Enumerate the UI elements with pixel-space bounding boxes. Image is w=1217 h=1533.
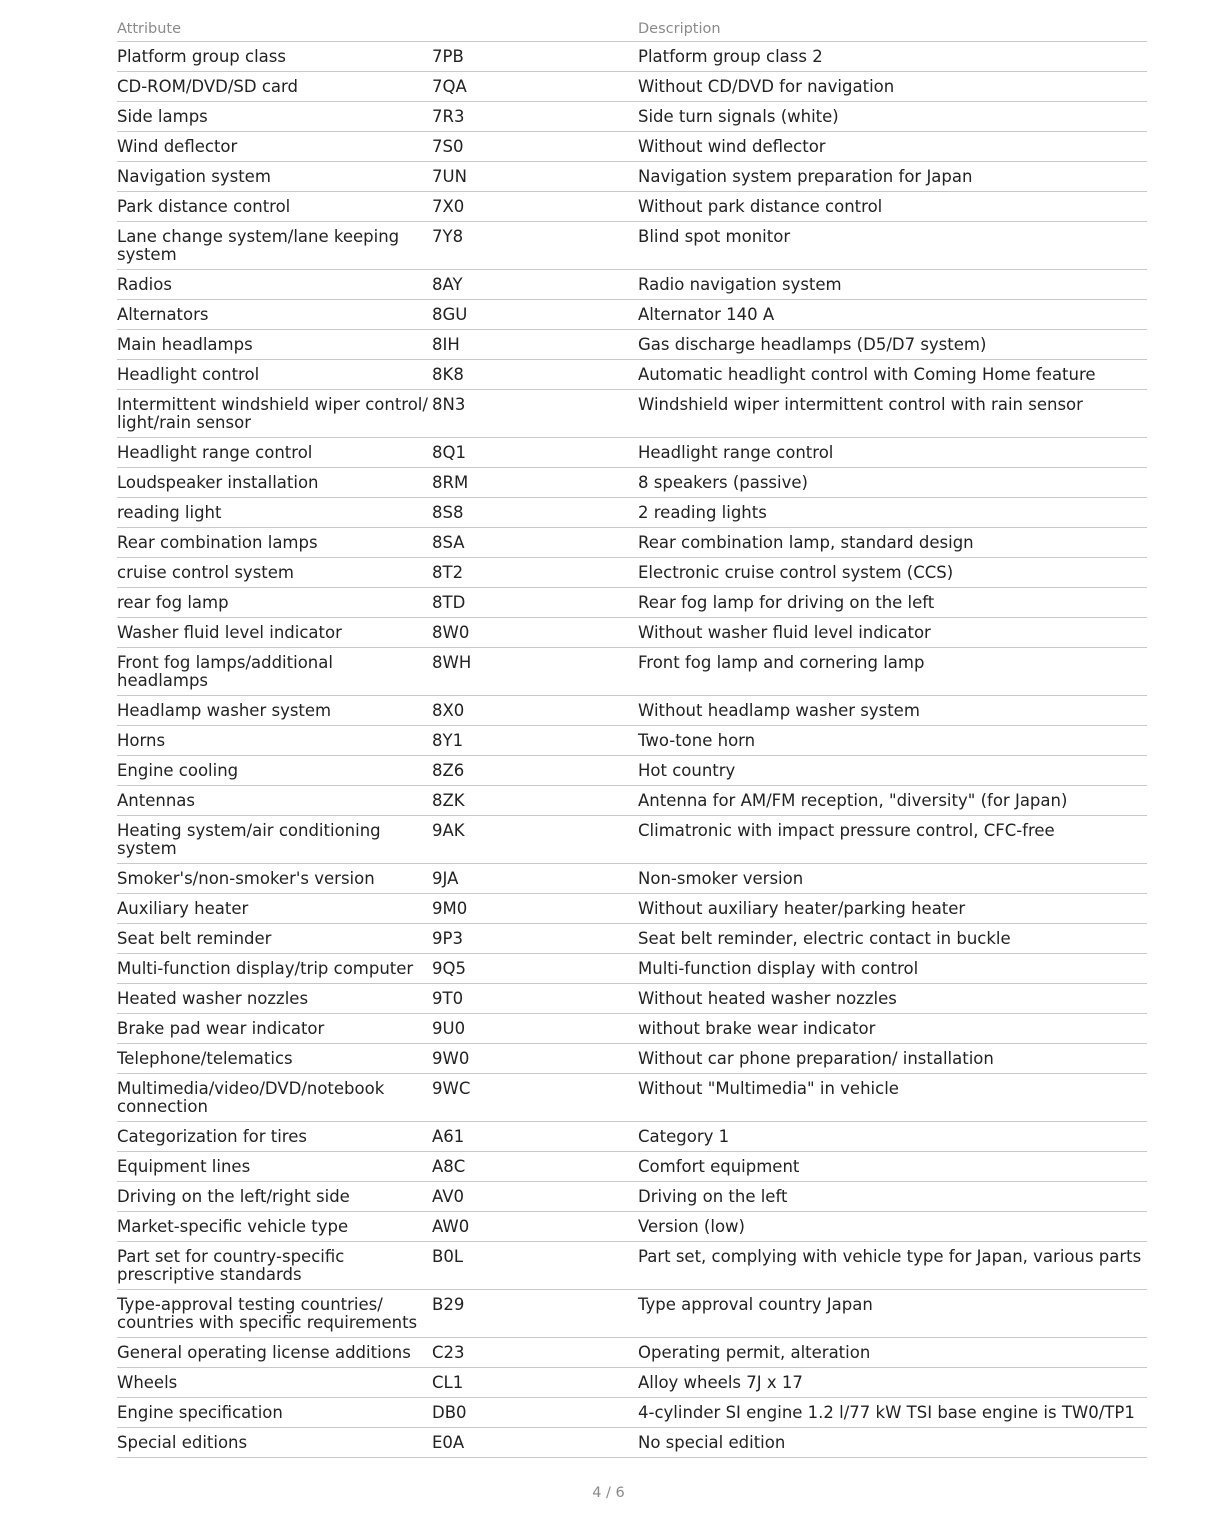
cell-code: 8WH bbox=[432, 648, 638, 696]
cell-code: 8SA bbox=[432, 528, 638, 558]
table-body bbox=[117, 42, 1147, 1458]
cell-code: 8K8 bbox=[432, 360, 638, 390]
table-row bbox=[117, 1152, 1147, 1182]
cell-attribute: Park distance control bbox=[117, 192, 432, 222]
cell-description: Automatic headlight control with Coming Home feature bbox=[638, 360, 1147, 390]
cell-code: CL1 bbox=[432, 1368, 638, 1398]
table-row bbox=[117, 1242, 1147, 1290]
cell-code: 9W0 bbox=[432, 1044, 638, 1074]
table-row bbox=[117, 1122, 1147, 1152]
cell-attribute: Rear combination lamps bbox=[117, 528, 432, 558]
cell-description: 8 speakers (passive) bbox=[638, 468, 1147, 498]
cell-attribute: Market-specific vehicle type bbox=[117, 1212, 432, 1242]
cell-attribute: Loudspeaker installation bbox=[117, 468, 432, 498]
cell-description: Rear fog lamp for driving on the left bbox=[638, 588, 1147, 618]
header-attribute: Attribute bbox=[117, 17, 432, 42]
cell-code: 9AK bbox=[432, 816, 638, 864]
cell-description: Navigation system preparation for Japan bbox=[638, 162, 1147, 192]
cell-description: Without wind deflector bbox=[638, 132, 1147, 162]
table-row bbox=[117, 360, 1147, 390]
cell-code: C23 bbox=[432, 1338, 638, 1368]
table-row bbox=[117, 1212, 1147, 1242]
cell-attribute: Equipment lines bbox=[117, 1152, 432, 1182]
table-row bbox=[117, 786, 1147, 816]
cell-code: 8AY bbox=[432, 270, 638, 300]
cell-code: DB0 bbox=[432, 1398, 638, 1428]
table-row bbox=[117, 984, 1147, 1014]
cell-attribute: Auxiliary heater bbox=[117, 894, 432, 924]
cell-code: A8C bbox=[432, 1152, 638, 1182]
table-row bbox=[117, 558, 1147, 588]
cell-description: Operating permit, alteration bbox=[638, 1338, 1147, 1368]
cell-attribute: rear fog lamp bbox=[117, 588, 432, 618]
table-row bbox=[117, 438, 1147, 468]
cell-attribute: Intermittent windshield wiper control/ light/rain sensor bbox=[117, 390, 432, 438]
table-row bbox=[117, 1074, 1147, 1122]
cell-attribute: Platform group class bbox=[117, 42, 432, 72]
cell-code: 8X0 bbox=[432, 696, 638, 726]
table-row bbox=[117, 1044, 1147, 1074]
cell-code: 8GU bbox=[432, 300, 638, 330]
cell-description: Headlight range control bbox=[638, 438, 1147, 468]
cell-code: 9U0 bbox=[432, 1014, 638, 1044]
cell-description: Without "Multimedia" in vehicle bbox=[638, 1074, 1147, 1122]
cell-code: 8RM bbox=[432, 468, 638, 498]
cell-description: Without CD/DVD for navigation bbox=[638, 72, 1147, 102]
cell-description: Platform group class 2 bbox=[638, 42, 1147, 72]
cell-description: Without washer fluid level indicator bbox=[638, 618, 1147, 648]
cell-description: Electronic cruise control system (CCS) bbox=[638, 558, 1147, 588]
equipment-table bbox=[117, 17, 1147, 1458]
cell-attribute: Headlight control bbox=[117, 360, 432, 390]
page-indicator: 4 / 6 bbox=[592, 1485, 625, 1501]
cell-attribute: Heated washer nozzles bbox=[117, 984, 432, 1014]
cell-description: Side turn signals (white) bbox=[638, 102, 1147, 132]
cell-attribute: Horns bbox=[117, 726, 432, 756]
cell-attribute: Engine cooling bbox=[117, 756, 432, 786]
cell-code: B0L bbox=[432, 1242, 638, 1290]
table-row bbox=[117, 618, 1147, 648]
table-row bbox=[117, 1338, 1147, 1368]
table-row bbox=[117, 894, 1147, 924]
table-row bbox=[117, 696, 1147, 726]
table-row bbox=[117, 1428, 1147, 1458]
cell-code: 7PB bbox=[432, 42, 638, 72]
cell-attribute: Wheels bbox=[117, 1368, 432, 1398]
cell-code: B29 bbox=[432, 1290, 638, 1338]
cell-attribute: Lane change system/lane keeping system bbox=[117, 222, 432, 270]
cell-code: 7S0 bbox=[432, 132, 638, 162]
cell-code: 8ZK bbox=[432, 786, 638, 816]
table-row bbox=[117, 924, 1147, 954]
cell-description: Gas discharge headlamps (D5/D7 system) bbox=[638, 330, 1147, 360]
cell-attribute: Engine specification bbox=[117, 1398, 432, 1428]
cell-description: No special edition bbox=[638, 1428, 1147, 1458]
cell-description: Type approval country Japan bbox=[638, 1290, 1147, 1338]
table-row bbox=[117, 1014, 1147, 1044]
cell-attribute: Brake pad wear indicator bbox=[117, 1014, 432, 1044]
cell-code: 9JA bbox=[432, 864, 638, 894]
cell-description: Without heated washer nozzles bbox=[638, 984, 1147, 1014]
cell-attribute: Special editions bbox=[117, 1428, 432, 1458]
cell-description: Without auxiliary heater/parking heater bbox=[638, 894, 1147, 924]
cell-code: 7Y8 bbox=[432, 222, 638, 270]
cell-code: 7X0 bbox=[432, 192, 638, 222]
cell-code: 9M0 bbox=[432, 894, 638, 924]
cell-attribute: Multi-function display/trip computer bbox=[117, 954, 432, 984]
cell-description: Windshield wiper intermittent control with rain sensor bbox=[638, 390, 1147, 438]
table-row bbox=[117, 192, 1147, 222]
table-row bbox=[117, 954, 1147, 984]
cell-description: Hot country bbox=[638, 756, 1147, 786]
cell-description: without brake wear indicator bbox=[638, 1014, 1147, 1044]
table-row bbox=[117, 528, 1147, 558]
table-row bbox=[117, 300, 1147, 330]
cell-code: AV0 bbox=[432, 1182, 638, 1212]
table-row bbox=[117, 270, 1147, 300]
cell-attribute: Antennas bbox=[117, 786, 432, 816]
cell-attribute: Part set for country-specific prescriptive standards bbox=[117, 1242, 432, 1290]
cell-code: 8Y1 bbox=[432, 726, 638, 756]
cell-code: 9P3 bbox=[432, 924, 638, 954]
table-row bbox=[117, 42, 1147, 72]
cell-description: 2 reading lights bbox=[638, 498, 1147, 528]
table-row bbox=[117, 132, 1147, 162]
cell-description: Alternator 140 A bbox=[638, 300, 1147, 330]
cell-attribute: Smoker's/non-smoker's version bbox=[117, 864, 432, 894]
cell-attribute: cruise control system bbox=[117, 558, 432, 588]
cell-description: Driving on the left bbox=[638, 1182, 1147, 1212]
table-row bbox=[117, 72, 1147, 102]
cell-code: E0A bbox=[432, 1428, 638, 1458]
cell-attribute: Headlight range control bbox=[117, 438, 432, 468]
cell-description: 4-cylinder SI engine 1.2 l/77 kW TSI base engine is TW0/TP1 bbox=[638, 1398, 1147, 1428]
cell-attribute: Driving on the left/right side bbox=[117, 1182, 432, 1212]
cell-description: Without headlamp washer system bbox=[638, 696, 1147, 726]
cell-attribute: Main headlamps bbox=[117, 330, 432, 360]
cell-attribute: Washer fluid level indicator bbox=[117, 618, 432, 648]
cell-attribute: Headlamp washer system bbox=[117, 696, 432, 726]
cell-description: Blind spot monitor bbox=[638, 222, 1147, 270]
document-page bbox=[117, 17, 1147, 1458]
cell-description: Climatronic with impact pressure control, CFC-free bbox=[638, 816, 1147, 864]
table-row bbox=[117, 648, 1147, 696]
table-row bbox=[117, 222, 1147, 270]
cell-code: 8IH bbox=[432, 330, 638, 360]
table-row bbox=[117, 390, 1147, 438]
table-row bbox=[117, 330, 1147, 360]
cell-attribute: Side lamps bbox=[117, 102, 432, 132]
cell-code: 8Z6 bbox=[432, 756, 638, 786]
cell-attribute: Multimedia/video/DVD/notebook connection bbox=[117, 1074, 432, 1122]
cell-attribute: Telephone/telematics bbox=[117, 1044, 432, 1074]
table-row bbox=[117, 162, 1147, 192]
cell-code: 7UN bbox=[432, 162, 638, 192]
table-row bbox=[117, 1290, 1147, 1338]
cell-code: 9Q5 bbox=[432, 954, 638, 984]
cell-description: Version (low) bbox=[638, 1212, 1147, 1242]
table-row bbox=[117, 726, 1147, 756]
cell-attribute: General operating license additions bbox=[117, 1338, 432, 1368]
cell-code: 8N3 bbox=[432, 390, 638, 438]
cell-description: Without park distance control bbox=[638, 192, 1147, 222]
cell-attribute: Front fog lamps/additional headlamps bbox=[117, 648, 432, 696]
cell-code: 7QA bbox=[432, 72, 638, 102]
cell-attribute: Radios bbox=[117, 270, 432, 300]
cell-code: 8W0 bbox=[432, 618, 638, 648]
table-row bbox=[117, 468, 1147, 498]
cell-description: Multi-function display with control bbox=[638, 954, 1147, 984]
table-row bbox=[117, 1182, 1147, 1212]
cell-code: 9T0 bbox=[432, 984, 638, 1014]
table-row bbox=[117, 102, 1147, 132]
cell-code: 8TD bbox=[432, 588, 638, 618]
table-row bbox=[117, 816, 1147, 864]
cell-description: Radio navigation system bbox=[638, 270, 1147, 300]
cell-description: Alloy wheels 7J x 17 bbox=[638, 1368, 1147, 1398]
cell-attribute: Alternators bbox=[117, 300, 432, 330]
cell-description: Antenna for AM/FM reception, "diversity" (for Japan) bbox=[638, 786, 1147, 816]
cell-description: Front fog lamp and cornering lamp bbox=[638, 648, 1147, 696]
cell-description: Two-tone horn bbox=[638, 726, 1147, 756]
header-description: Description bbox=[638, 17, 1147, 42]
cell-description: Non-smoker version bbox=[638, 864, 1147, 894]
cell-description: Category 1 bbox=[638, 1122, 1147, 1152]
cell-description: Without car phone preparation/ installation bbox=[638, 1044, 1147, 1074]
cell-description: Seat belt reminder, electric contact in buckle bbox=[638, 924, 1147, 954]
cell-attribute: Navigation system bbox=[117, 162, 432, 192]
table-row bbox=[117, 588, 1147, 618]
cell-attribute: Wind deflector bbox=[117, 132, 432, 162]
cell-attribute: Type-approval testing countries/ countries with specific requirements bbox=[117, 1290, 432, 1338]
cell-code: 8T2 bbox=[432, 558, 638, 588]
table-row bbox=[117, 864, 1147, 894]
cell-code: AW0 bbox=[432, 1212, 638, 1242]
cell-attribute: Categorization for tires bbox=[117, 1122, 432, 1152]
cell-code: 8Q1 bbox=[432, 438, 638, 468]
cell-description: Rear combination lamp, standard design bbox=[638, 528, 1147, 558]
header-code bbox=[432, 17, 638, 42]
table-row bbox=[117, 1398, 1147, 1428]
cell-attribute: CD-ROM/DVD/SD card bbox=[117, 72, 432, 102]
table-row bbox=[117, 498, 1147, 528]
cell-attribute: Heating system/air conditioning system bbox=[117, 816, 432, 864]
table-header-row bbox=[117, 17, 1147, 42]
cell-description: Part set, complying with vehicle type for Japan, various parts bbox=[638, 1242, 1147, 1290]
table-row bbox=[117, 756, 1147, 786]
cell-code: 8S8 bbox=[432, 498, 638, 528]
cell-attribute: reading light bbox=[117, 498, 432, 528]
table-row bbox=[117, 1368, 1147, 1398]
cell-code: 9WC bbox=[432, 1074, 638, 1122]
cell-code: 7R3 bbox=[432, 102, 638, 132]
cell-code: A61 bbox=[432, 1122, 638, 1152]
cell-attribute: Seat belt reminder bbox=[117, 924, 432, 954]
cell-description: Comfort equipment bbox=[638, 1152, 1147, 1182]
